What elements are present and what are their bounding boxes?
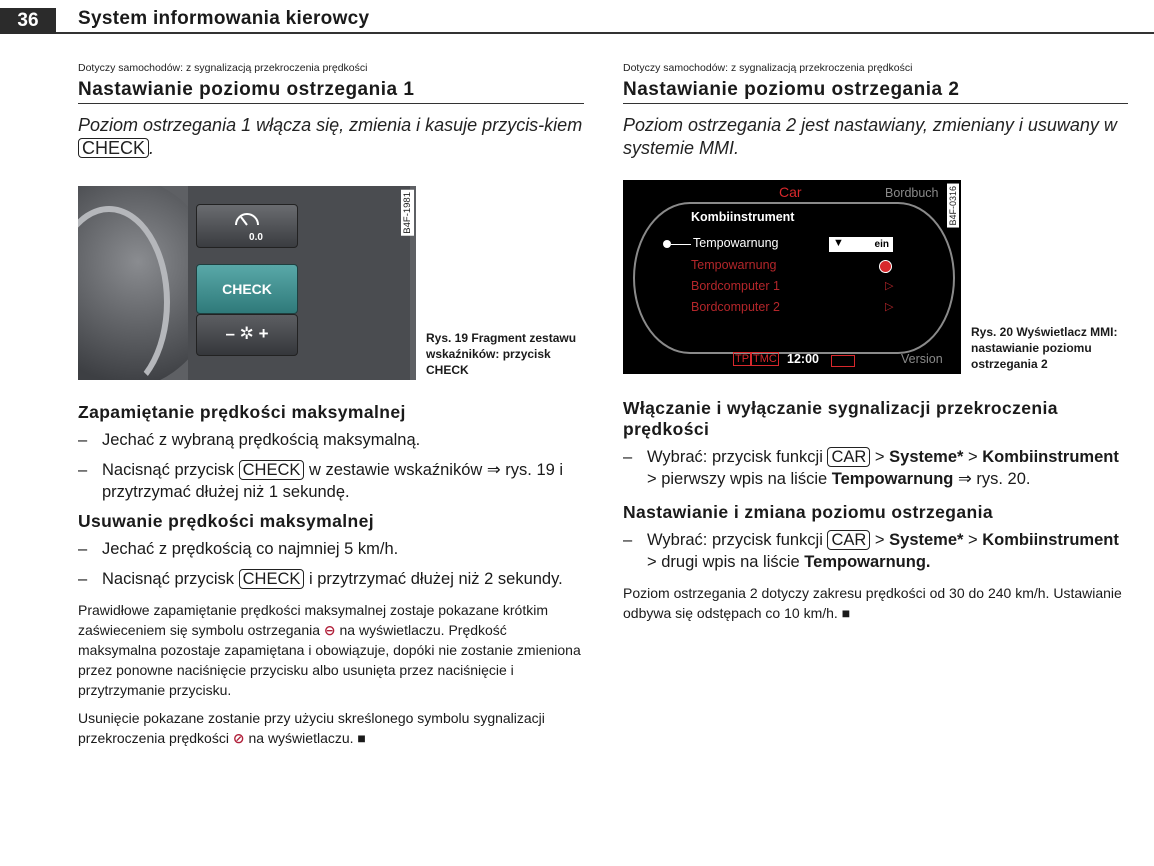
adjust-button[interactable] bbox=[196, 314, 298, 356]
toggle-warning-steps bbox=[623, 446, 1128, 490]
applies-to-note: Dotyczy samochodów: z sygnalizacją przekroczenia prędkości bbox=[623, 62, 913, 74]
store-speed-steps bbox=[78, 429, 584, 503]
step-bold: Kombiinstrument bbox=[982, 448, 1119, 466]
check-key: CHECK bbox=[239, 460, 305, 480]
speed-warning-symbol-icon: ⊖ bbox=[323, 622, 336, 638]
set-level-steps bbox=[623, 529, 1128, 573]
note-paragraph bbox=[78, 600, 584, 700]
signal-strength-icon bbox=[831, 355, 855, 367]
car-key: CAR bbox=[827, 530, 870, 550]
caption-text: Wyświetlacz MMI: nastawianie poziomu ostrzegania 2 bbox=[971, 325, 1118, 371]
step-text: Nacisnąć przycisk bbox=[102, 461, 235, 479]
check-button[interactable]: CHECK bbox=[196, 264, 298, 314]
figure-19-caption bbox=[426, 330, 584, 378]
figure-code: B4F-1981 bbox=[402, 192, 413, 234]
figure-19-row bbox=[78, 186, 584, 380]
step-item bbox=[78, 568, 584, 590]
header-rule bbox=[56, 32, 1154, 34]
caption-text: Fragment zestawu wskaźników: przycisk CHECK bbox=[426, 331, 577, 377]
step-bold: Kombiinstrument bbox=[982, 531, 1119, 549]
right-column bbox=[623, 62, 1128, 623]
step-item: – Wybrać: przycisk funkcji CAR > Systeme* > Kombiinstrument > pierwszy wpis na liście Tempowarnung ⇒ rys. 20. bbox=[623, 446, 1128, 490]
section-title: Nastawianie poziomu ostrzegania 1 bbox=[78, 79, 584, 104]
selection-dot bbox=[663, 240, 671, 248]
step-text: > drugi wpis na liście bbox=[647, 553, 800, 571]
subsection-title-delete-speed: Usuwanie prędkości maksymalnej bbox=[78, 511, 375, 531]
speed-indicator-value: 0.0 bbox=[249, 232, 263, 243]
step-text: > pierwszy wpis na liście bbox=[647, 470, 828, 488]
applies-to-note: Dotyczy samochodów: z sygnalizacją przekroczenia prędkości bbox=[78, 62, 368, 74]
step-text: w zestawie wskaźników ⇒ rys. 19 i przytrzymać dłużej niż 1 sekundę. bbox=[102, 461, 564, 501]
menu-title: Kombiinstrument bbox=[691, 210, 795, 224]
car-key: CAR bbox=[827, 447, 870, 467]
subsection-title-set-level: Nastawianie i zmiana poziomu ostrzegania bbox=[623, 502, 993, 522]
step-bold: Systeme* bbox=[889, 448, 964, 466]
note-text: Poziom ostrzegania 2 dotyczy zakresu prędkości od 30 do 240 km/h. Ustawianie odbywa się odstępach co 10 km/h. bbox=[623, 585, 1122, 621]
display-frame bbox=[633, 202, 955, 354]
status-tp: TP bbox=[735, 353, 750, 365]
status-tmc: TMC bbox=[753, 353, 777, 365]
note-paragraph bbox=[623, 583, 1128, 623]
speed-warning-indicator bbox=[196, 204, 298, 248]
crossed-speed-symbol-icon: ⊘ bbox=[232, 730, 245, 746]
step-text: Wybrać: przycisk funkcji bbox=[647, 448, 823, 466]
note-paragraph bbox=[78, 708, 584, 748]
step-item: – Wybrać: przycisk funkcji CAR > Systeme* > Kombiinstrument > drugi wpis na liście Tempowarnung. bbox=[623, 529, 1128, 573]
subsection-title-toggle-warning: Włączanie i wyłączanie sygnalizacji przekroczenia prędkości bbox=[623, 398, 1058, 439]
selection-line bbox=[671, 244, 691, 245]
page-number: 36 bbox=[0, 8, 56, 34]
step-text: i przytrzymać dłużej niż 2 sekundy. bbox=[309, 570, 563, 588]
step-bold: Systeme* bbox=[889, 531, 964, 549]
submenu-arrow-icon: ▷ bbox=[885, 280, 894, 292]
menu-item-tempowarnung-2[interactable]: Tempowarnung bbox=[691, 258, 777, 272]
section-title: Nastawianie poziomu ostrzegania 2 bbox=[623, 79, 1128, 104]
figure-19-instrument-cluster bbox=[78, 186, 416, 380]
menu-item-tempowarnung-1[interactable]: Tempowarnung bbox=[693, 236, 779, 250]
note-text: Prawidłowe zapamiętanie prędkości maksymalnej zostaje pokazane krótkim zaświeceniem się symbolu ostrzegania bbox=[78, 602, 548, 638]
step-item bbox=[78, 459, 584, 503]
note-text: na wyświetlaczu. bbox=[248, 730, 354, 746]
warning-radio-icon bbox=[879, 260, 892, 273]
subsection-title-store-speed: Zapamiętanie prędkości maksymalnej bbox=[78, 402, 406, 422]
delete-speed-steps bbox=[78, 538, 584, 590]
step-text: Wybrać: przycisk funkcji bbox=[647, 531, 823, 549]
step-text: ⇒ rys. 20. bbox=[957, 470, 1031, 488]
lead-text: Poziom ostrzegania 2 jest nastawiany, zmieniany i usuwany w systemie MMI. bbox=[623, 115, 1117, 158]
lead-text bbox=[78, 114, 584, 160]
chapter-title: System informowania kierowcy bbox=[78, 8, 370, 29]
note-text: Usunięcie pokazane zostanie przy użyciu skreślonego symbolu sygnalizacji przekroczenia prędkości bbox=[78, 710, 545, 746]
dropdown-value[interactable]: ein bbox=[829, 237, 893, 252]
tab-bordbuch: Bordbuch bbox=[885, 186, 939, 200]
figure-20-row bbox=[623, 180, 1128, 374]
menu-item-bordcomputer-2[interactable]: Bordcomputer 2 bbox=[691, 300, 780, 314]
step-item: – Jechać z prędkością co najmniej 5 km/h. bbox=[78, 538, 584, 560]
brightness-icon: ✲ bbox=[239, 324, 254, 343]
minus-label: – bbox=[225, 324, 235, 343]
plus-label: + bbox=[258, 324, 269, 343]
tab-car: Car bbox=[779, 184, 802, 200]
lead-text-body: Poziom ostrzegania 1 włącza się, zmienia i kasuje przycis-kiem bbox=[78, 115, 583, 135]
end-mark: ■ bbox=[357, 730, 366, 746]
end-mark: ■ bbox=[841, 605, 851, 621]
figure-code: B4F-0316 bbox=[948, 186, 958, 226]
step-bold: Tempowarnung bbox=[831, 470, 954, 488]
step-text: Nacisnąć przycisk bbox=[102, 570, 235, 588]
menu-item-bordcomputer-1[interactable]: Bordcomputer 1 bbox=[691, 279, 780, 293]
dropdown-arrow-icon: ▼ bbox=[833, 237, 844, 249]
clock-time: 12:00 bbox=[787, 352, 819, 366]
caption-number: Rys. 20 bbox=[971, 325, 1014, 339]
note-text: na wyświetlaczu. Prędkość maksymalna pozostaje zapamiętana i obowiązuje, dopóki nie zostanie zmieniona przez ponowne naciśnięcie przycisku albo usunięta przez naciśnięcie i przytrzymanie przycisku. bbox=[78, 622, 581, 698]
submenu-arrow-icon: ▷ bbox=[885, 301, 894, 313]
figure-20-caption bbox=[971, 324, 1128, 372]
caption-number: Rys. 19 bbox=[426, 331, 469, 345]
step-bold: Tempowarnung. bbox=[804, 553, 931, 571]
check-key: CHECK bbox=[78, 138, 149, 158]
lead-end: . bbox=[149, 138, 155, 158]
step-item: – Jechać z wybraną prędkością maksymalną. bbox=[78, 429, 584, 451]
check-key: CHECK bbox=[239, 569, 305, 589]
left-column bbox=[78, 62, 584, 748]
figure-20-mmi-display bbox=[623, 180, 961, 374]
version-label: Version bbox=[901, 352, 943, 366]
